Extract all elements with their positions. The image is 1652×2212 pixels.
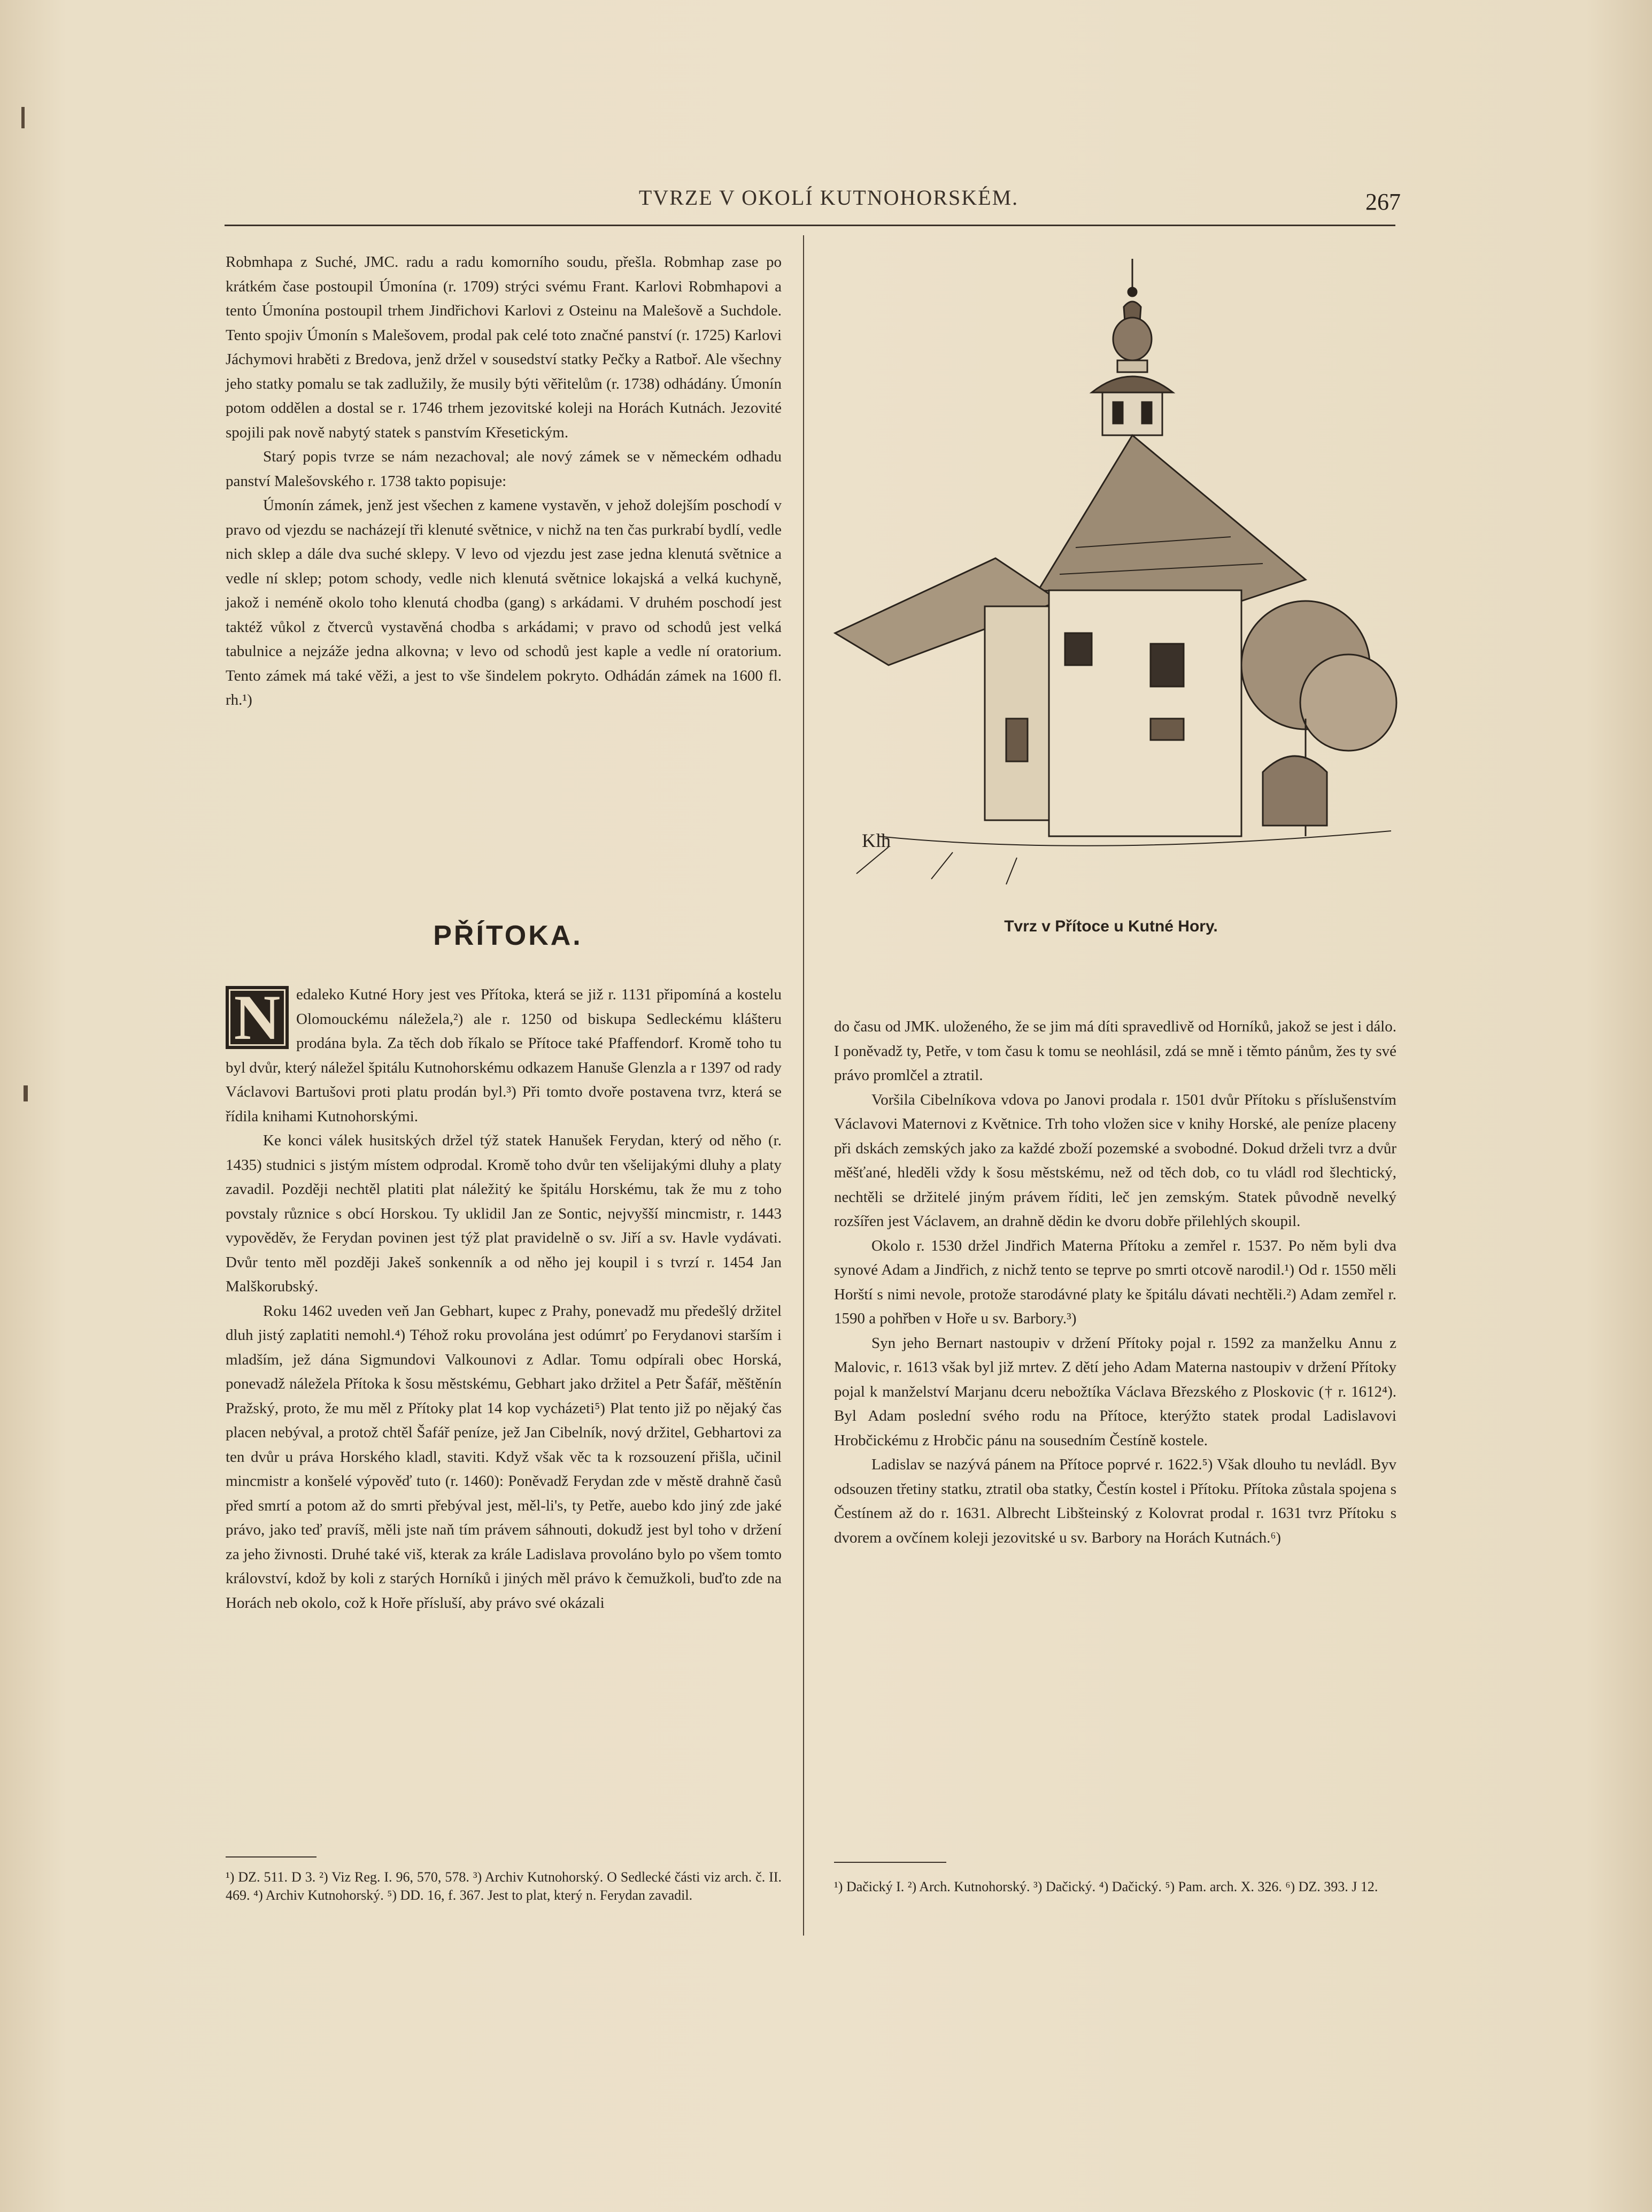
left-column-bottom (226, 983, 782, 1615)
artist-signature: Klh (862, 830, 891, 851)
margin-mark (21, 107, 25, 128)
right-column (834, 1015, 1396, 1550)
figure-caption: Tvrz v Přítoce u Kutné Hory. (1004, 918, 1218, 935)
paragraph-text: edaleko Kutné Hory jest ves Přítoka, která se již r. 1131 připomíná a kostelu Olomouckému náležela,²) ale r. 1250 od biskupa Sedleckému klášteru prodána byla. Za těch dob říkalo se Přítoce také Pfaffendorf. Kromě toho tu byl dvůr, který náležel špitálu Kutnohorskému odkazem Hanuše Glenzla a r 1397 od rady Václavovi Bartušovi proti platu prodán byl.³) Při tomto dvoře postavena tvrz, která se řídila knihami Kutnohorskými. (226, 986, 782, 1125)
section-title: PŘÍTOKA. (433, 920, 583, 951)
paragraph: Roku 1462 uveden veň Jan Gebhart, kupec z Prahy, ponevadž mu předešlý držitel dluh jistý zaplatiti nemohl.⁴) Téhož roku provolána jest odúmrť po Ferydanovi starším i mladším, jež dána Sigmundovi Valkounovi z Adlar. Tomu odpírali obec Horská, ponevadž náležela Přítoka k šosu městskému, Gebhart jako držitel a Petr Šafář, měštěnín Pražský, proto, že mu měl z Přítoky plat 14 kop vycházeti⁵) Plat tento již po nějaký čas placen nebýval, a protož chtěl Šafář peníze, jež Jan Cibelník, nový držitel, Gebhartovi za ten dvůr u práva Horského kladl, staviti. Když však věc ta k rozsouzení přišla, učinil mincmistr a konšelé výpověď tuto (r. 1460): Poněvadž Ferydan zde v městě drahně časů před smrtí a potom až do smrti přebýval jest, měl-li's, ty Petře, auebo kdo jiný zde jaké právo, jako teď pravíš, měli jste naň tím právem sáhnouti, dokudž jest byl toho v držení za jeho živnosti. Druhé také viš, kterak za krále Ladislava provoláno bylo po všem tomto království, kdož by koli z starých Horníků i jiných měl právo k čemužkoli, buďto zde na Horách neb okolo, což k Hoře přísluší, aby právo své okázali (226, 1302, 782, 1612)
paragraph: Úmonín zámek, jenž jest všechen z kamene vystavěn, v jehož dolejším poschodí v pravo od vjezdu se nacházejí tři klenuté světnice, v nichž na ten čas purkrabí bydlí, vedle nich sklep a dále dva suché sklepy. V levo od vjezdu jest zase jedna klenutá světnice a vedle ní sklep; potom schody, vedle nich klenutá světnice lokajská a velká kuchyně, jakož i neméně okolo toho klenutá chodba (gang) s arkádami. V druhém poschodí jest taktéž vůkol z čtverců vystavěná chodba s arkádami; v pravo od schodů jest velká tabulnice a nejzáže jedna alkovna; v levo od schodů jest kaple a vedle ní oratorium. Tento zámek má také věži, a jest to vše šindelem pokryto. Odhádán zámek na 1600 fl. rh.¹) (226, 497, 782, 708)
running-header: TVRZE V OKOLÍ KUTNOHORSKÉM. (638, 186, 1019, 210)
paragraph: Voršila Cibelníkova vdova po Janovi prodala r. 1501 dvůr Přítoku s příslušenstvím Václavovi Maternovi z Květnice. Trh toho vložen sice v knihy Horské, ale peníze placeny při dskách zemských jako za každé zboží pozemské a svobodné. Dokud drželi tvrz a dvůr měšťané, hleděli vždy k šosu městskému, než od těch dob, co tu vládl rod šlechtický, nechtěli se držitelé jiným právem říditi, leč jen zemským. Statek původně nevelký rozšířen jest Václavem, an drahně dědin ke dvoru dobře přilehlých skoupil. (834, 1091, 1396, 1230)
paragraph: Robmhapa z Suché, JMC. radu a radu komorního soudu, přešla. Robmhap zase po krátkém čase postoupil Úmonína (r. 1709) strýci svému Frant. Karlovi Robmhapovi a tento Úmonína postoupil trhem Jindřichovi Karlovi z Osteinu na Malešově a Suchdole. Tento spojiv Úmonín s Malešovem, prodal pak celé toto značné panství (r. 1725) Karlovi Jáchymovi hraběti z Bredova, jenž držel v sousedství statky Pečky a Ratboř. Ale všechny jeho statky pomalu se tak zadlužily, že musily býti věřitelům (r. 1738) odhádány. Úmonín potom oddělen a dostal se r. 1746 trhem jezovitské koleji na Horách Kutnách. Jezovité spojili pak nově nabytý statek s panstvím Křesetickým. (226, 253, 782, 441)
paragraph-with-dropcap (226, 983, 782, 1129)
page-number: 267 (1365, 189, 1401, 215)
fortress-drawing (824, 259, 1398, 911)
paragraph: Ke konci válek husitských držel týž statek Hanušek Ferydan, který od něho (r. 1435) studnici s jistým místem odprodal. Kromě toho dvůr ten všelijakými dluhy a platy zavadil. Později nechtěl platiti plat náležitý ke špitálu Horskému, tak že mu z toho povstaly různice s obcí Horskou. Ty uklidil Jan ze Sontic, nejvyšší mincmistr, r. 1443 vypověděv, že Ferydan povinen jest týž plat pravidelně o sv. Jiří a sv. Havle vydávati. Dvůr tento měl později Jakeš sonkenník a od něho jej koupil i s tvrzí r. 1454 Jan Malškorubský. (226, 1132, 782, 1295)
paragraph: Syn jeho Bernart nastoupiv v držení Přítoky pojal r. 1592 za manželku Annu z Malovic, r. 1613 však byl již mrtev. Z dětí jeho Adam Materna nastoupiv v držení Přítoky pojal k manželství Marjanu dceru nebožtíka Václava Březského z Ploskovic († r. 1612⁴). Byl Adam poslední svého rodu na Přítoce, kterýžto statek prodal Ladislavovi Hrobčickému z Hrobčic pánu na sousedním Čestíně kostele. (834, 1334, 1396, 1449)
margin-mark (24, 1085, 28, 1101)
illustration-fortress (824, 259, 1398, 911)
header-rule (225, 225, 1395, 226)
paragraph: Okolo r. 1530 držel Jindřich Materna Přítoku a zemřel r. 1537. Po něm byli dva synové Adam a Jindřich, z nichž tento se teprve po smrti otcově narodil.¹) Od r. 1550 měli Horští s nimi nevole, protože starodávné platy ke špitálu dávati nechtěli.²) Adam zemřel r. 1590 a pohřben v Hoře u sv. Barbory.³) (834, 1237, 1396, 1327)
dropcap-initial: N (226, 986, 289, 1049)
left-column-top (226, 250, 782, 713)
column-divider (803, 235, 804, 1936)
footnotes-left: ¹) DZ. 511. D 3. ²) Viz Reg. I. 96, 570, 578. ³) Archiv Kutnohorský. O Sedlecké části viz arch. č. II. 469. ⁴) Archiv Kutnohorský. ⁵) DD. 16, f. 367. Jest to plat, který n. Ferydan zavadil. (226, 1869, 782, 1903)
footnotes-right: ¹) Dačický I. ²) Arch. Kutnohorský. ³) Dačický. ⁴) Dačický. ⁵) Pam. arch. X. 326. ⁶) DZ. 393. J 12. (834, 1879, 1378, 1894)
footnote-rule-left (226, 1856, 316, 1858)
paragraph: Starý popis tvrze se nám nezachoval; ale nový zámek se v německém odhadu panství Malešovského r. 1738 takto popisuje: (226, 448, 782, 490)
paragraph: Ladislav se nazývá pánem na Přítoce poprvé r. 1622.⁵) Však dlouho tu nevládl. Byv odsouzen třetiny statku, ztratil oba statky, Čestín kostel i Přítoku. Přítoka zůstala spojena s Čestínem až do r. 1631. Albrecht Libšteinský z Kolovrat prodal r. 1631 tvrz Přítoku s dvorem a ovčínem koleji jezovitské u sv. Barbory na Horách Kutnách.⁶) (834, 1456, 1396, 1546)
paragraph: do času od JMK. uloženého, že se jim má díti spravedlivě od Horníků, jakož se jest i dálo. I poněvadž ty, Petře, v tom času k tomu se neohlásil, zdá se mně i těmto pánům, žes ty své právo promlčel a ztratil. (834, 1018, 1396, 1084)
footnote-rule-right (834, 1862, 946, 1863)
